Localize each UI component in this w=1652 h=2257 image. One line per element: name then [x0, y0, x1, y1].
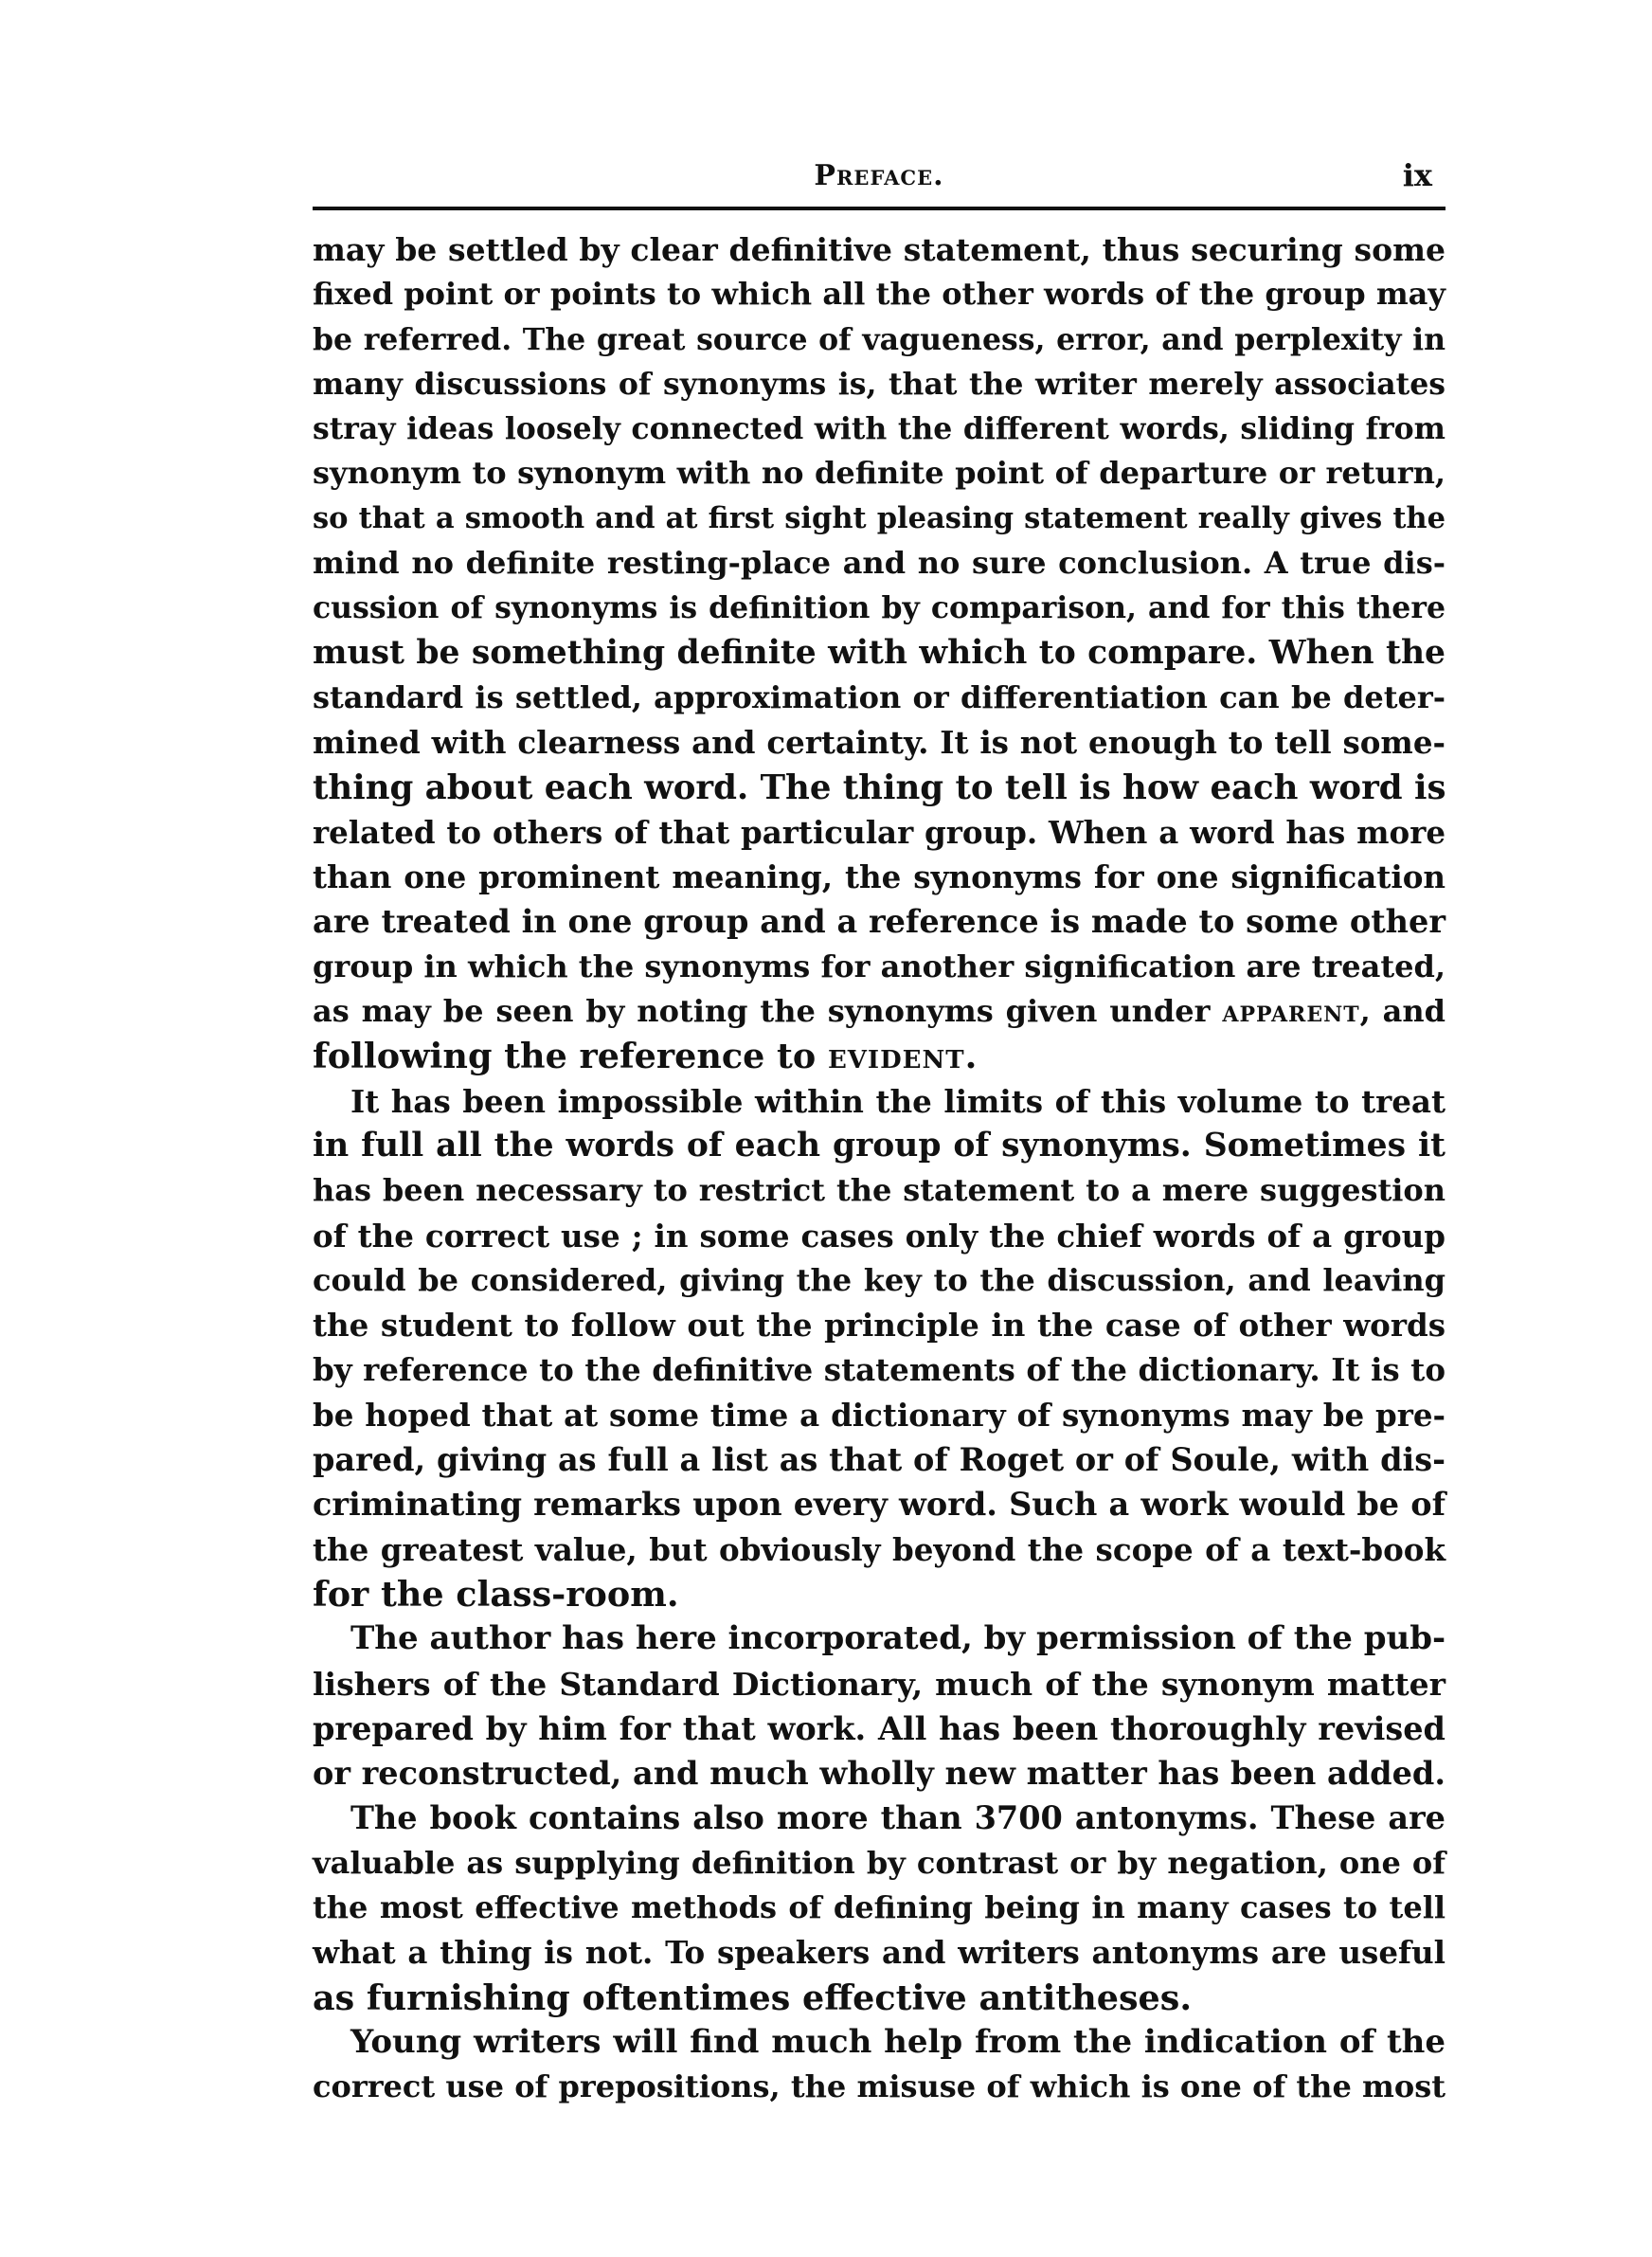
text-line: by reference to the definitive statements of the dictionary. It is to — [313, 1351, 1446, 1389]
text-line: prepared by him for that work. All has been thoroughly revised — [313, 1709, 1446, 1747]
paragraph-1 — [313, 227, 1446, 1079]
running-head — [313, 152, 1446, 203]
text-line: synonym to synonym with no definite point of departure or return, — [313, 455, 1446, 492]
text-line: related to others of that particular group. When a word has more — [313, 813, 1446, 851]
text-line: may be settled by clear definitive statement, thus securing some — [313, 231, 1446, 268]
text-fragment: , and — [1359, 993, 1446, 1030]
header-rule — [313, 207, 1446, 210]
text-line: stray ideas loosely connected with the different words, sliding from — [313, 411, 1446, 447]
text-line: valuable as supplying definition by contrast or by negation, one of — [313, 1844, 1446, 1881]
text-line: for the class-room. — [313, 1573, 679, 1615]
page-number: ix — [1402, 157, 1432, 193]
text-line: the greatest value, but obviously beyond the scope of a text-book — [313, 1530, 1446, 1568]
text-line: Young writers will find much help from the indication of the — [350, 2022, 1446, 2061]
text-line: many discussions of synonyms is, that the writer merely associates — [313, 366, 1446, 402]
text-line: The author has here incorporated, by permission of the pub- — [350, 1619, 1446, 1658]
text-line: be referred. The great source of vagueness, error, and perplexity in — [313, 321, 1446, 357]
text-line: or reconstructed, and much wholly new matter has been added. — [313, 1755, 1446, 1793]
text-line: cussion of synonyms is definition by comparison, and for this there — [313, 590, 1446, 626]
text-line: standard is settled, approximation or differentiation can be deter- — [313, 678, 1446, 715]
text-line: criminating remarks upon every word. Such a work would be of — [313, 1486, 1446, 1524]
running-title: Preface. — [814, 159, 944, 192]
body-text — [313, 227, 1446, 2109]
text-line: are treated in one group and a reference is made to some other — [313, 903, 1446, 941]
text-line: group in which the synonyms for another signification are treated, — [313, 948, 1446, 984]
text-line: The book contains also more than 3700 antonyms. These are — [350, 1799, 1446, 1837]
paragraph-2 — [313, 1079, 1446, 1617]
text-line: as furnishing oftentimes effective antitheses. — [313, 1977, 1193, 2018]
text-line: in full all the words of each group of synonyms. Sometimes it — [313, 1126, 1446, 1165]
text-fragment: . — [964, 1036, 978, 1077]
cross-reference-evident: evident — [827, 1036, 965, 1077]
paragraph-3 — [313, 1616, 1446, 1796]
text-line — [313, 989, 1446, 1034]
text-line: the most effective methods of defining being in many cases to tell — [313, 1888, 1446, 1925]
text-line: fixed point or points to which all the other words of the group may — [313, 276, 1446, 313]
text-line — [313, 1034, 1446, 1078]
text-line: the student to follow out the principle in the case of other words — [313, 1307, 1446, 1345]
text-line: thing about each word. The thing to tell is how each word is — [313, 767, 1446, 807]
cross-reference-apparent: apparent — [1222, 993, 1360, 1030]
text-line: be hoped that at some time a dictionary of synonyms may be pre- — [313, 1396, 1446, 1434]
paragraph-4 — [313, 1796, 1446, 2019]
text-line: could be considered, giving the key to the discussion, and leaving — [313, 1261, 1446, 1298]
paragraph-5 — [313, 2020, 1446, 2110]
text-fragment: as may be seen by noting the synonyms given under — [313, 993, 1223, 1030]
book-page — [313, 152, 1446, 2105]
text-line: mined with clearness and certainty. It is not enough to tell some- — [313, 724, 1446, 762]
text-line: pared, giving as full a list as that of Roget or of Soule, with dis- — [313, 1441, 1446, 1479]
text-line: must be something definite with which to compare. When the — [313, 633, 1446, 672]
text-line: than one prominent meaning, the synonyms for one signification — [313, 858, 1446, 896]
text-line: It has been impossible within the limits of this volume to treat — [350, 1082, 1446, 1120]
text-line: correct use of prepositions, the misuse of which is one of the most — [313, 2068, 1446, 2105]
text-line: of the correct use ; in some cases only the chief words of a group — [313, 1217, 1446, 1255]
text-line: lishers of the Standard Dictionary, much of the synonym matter — [313, 1665, 1446, 1703]
text-fragment: following the reference to — [313, 1036, 828, 1077]
text-line: mind no definite resting-place and no sure conclusion. A true dis- — [313, 545, 1446, 582]
text-line: so that a smooth and at first sight pleasing statement really gives the — [313, 500, 1446, 535]
text-line: has been necessary to restrict the statement to a mere suggestion — [313, 1172, 1446, 1209]
text-line: what a thing is not. To speakers and writers antonyms are useful — [313, 1934, 1446, 1972]
